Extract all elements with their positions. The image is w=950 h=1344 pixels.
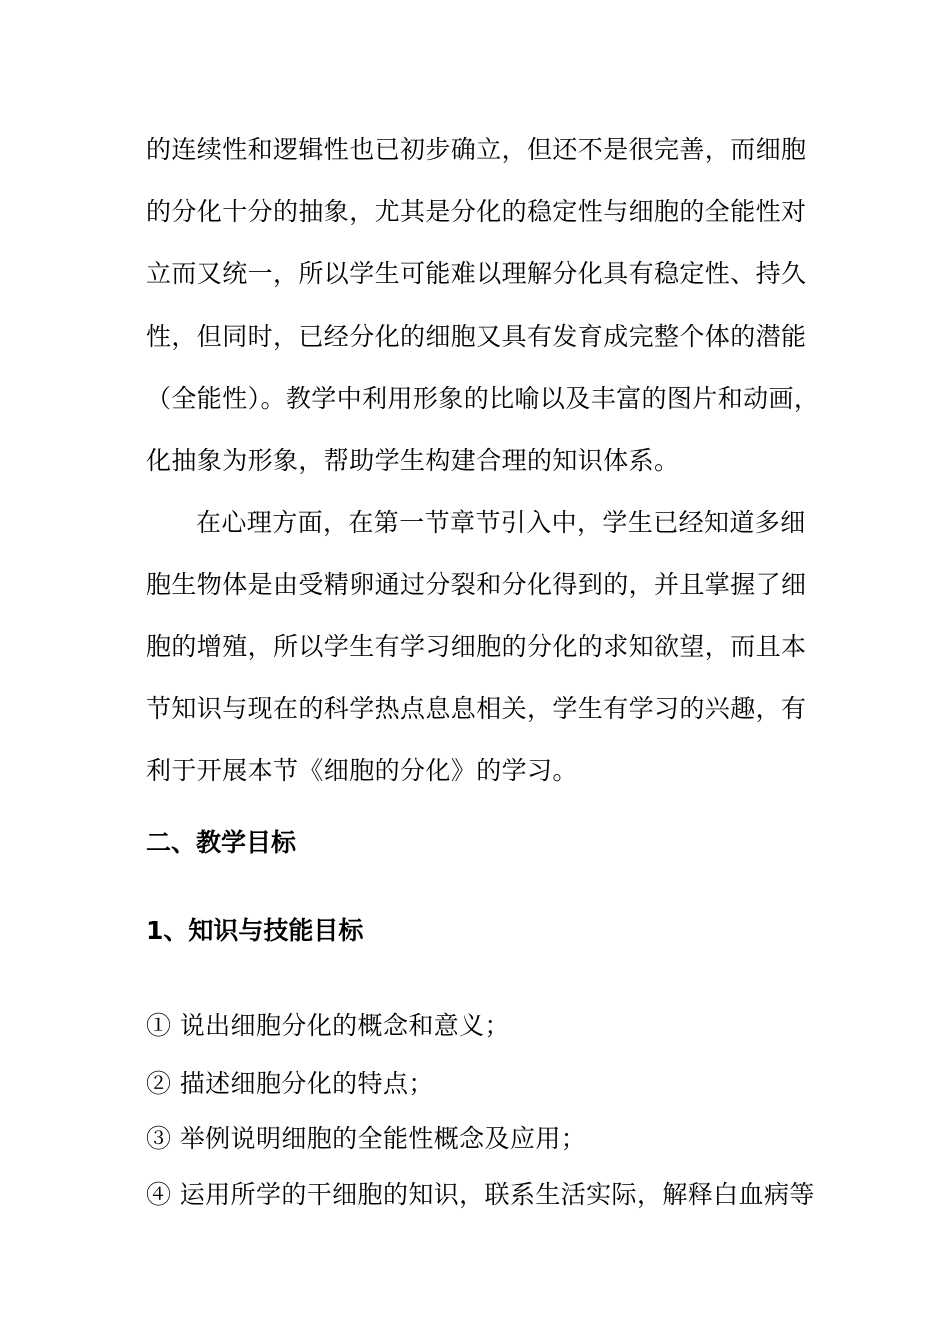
paragraph2-line-1: 在心理方面，在第一节章节引入中，学生已经知道多细 <box>196 508 806 537</box>
objective-item-1: ① 说出细胞分化的概念和意义； <box>146 1011 510 1040</box>
objective-item-3: ③ 举例说明细胞的全能性概念及应用； <box>146 1124 587 1153</box>
paragraph1-line-5: （全能性）。教学中利用形象的比喻以及丰富的图片和动画， <box>146 384 820 413</box>
paragraph2-line-3: 胞的增殖，所以学生有学习细胞的分化的求知欲望，而且本 <box>146 632 807 661</box>
paragraph1-line-2: 的分化十分的抽象，尤其是分化的稳定性与细胞的全能性对 <box>146 197 807 226</box>
paragraph1-line-1: 的连续性和逻辑性也已初步确立，但还不是很完善，而细胞 <box>146 135 807 164</box>
paragraph2-line-4: 节知识与现在的科学热点息息相关，学生有学习的兴趣，有 <box>146 694 807 723</box>
paragraph1-line-6: 化抽象为形象，帮助学生构建合理的知识体系。 <box>146 446 680 475</box>
objective-item-4: ④ 运用所学的干细胞的知识，联系生活实际，解释白血病等 <box>146 1180 815 1209</box>
paragraph2-line-2: 胞生物体是由受精卵通过分裂和分化得到的，并且掌握了细 <box>146 570 807 599</box>
paragraph1-line-4: 性，但同时，已经分化的细胞又具有发育成完整个体的潜能 <box>146 322 807 351</box>
objective-item-2: ② 描述细胞分化的特点； <box>146 1069 434 1098</box>
paragraph2-line-5: 利于开展本节《细胞的分化》的学习。 <box>146 756 578 785</box>
subsection-heading: 1、知识与技能目标 <box>146 916 364 945</box>
paragraph1-line-3: 立而又统一，所以学生可能难以理解分化具有稳定性、持久 <box>146 259 807 288</box>
section-heading: 二、教学目标 <box>146 828 297 857</box>
